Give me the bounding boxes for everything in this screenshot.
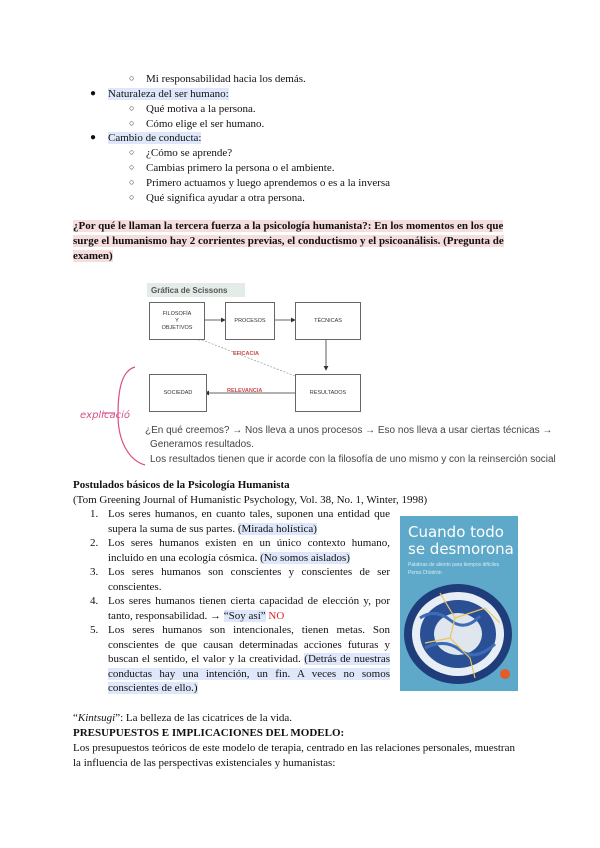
item-text: Los seres humanos, en cuanto tales, suponen una entidad que supera la suma de sus partes. <box>108 508 390 535</box>
processes-box: PROCESOS <box>225 302 275 340</box>
circle-bullet-icon: ○ <box>129 177 135 187</box>
list-item <box>108 536 390 565</box>
circle-bullet-icon: ○ <box>129 118 135 128</box>
item-note: “Soy así” <box>223 609 266 622</box>
diagram-note: ¿En qué creemos? → Nos lleva a unos procesos → Eso nos lleva a usar ciertas técnicas → <box>145 425 553 436</box>
paragraph-line: la influencia de las perspectivas existenciales y humanistas: <box>73 757 336 769</box>
section-title: PRESUPUESTOS E IMPLICACIONES DEL MODELO: <box>73 727 345 739</box>
paragraph-line: Los presupuestos teóricos de este modelo de terapia, centrado en las relaciones personales, muestran <box>73 742 515 754</box>
bullet-icon: ● <box>90 88 97 99</box>
item-text: Los seres humanos son intencionales, tienen metas. Son conscientes de que causan determinadas acciones futuras y buscan el sentido, el valor y la creatividad. <box>108 624 390 665</box>
exam-question: examen) <box>73 250 113 262</box>
item-note: (No somos aislados) <box>260 551 350 564</box>
circle-bullet-icon: ○ <box>129 73 135 83</box>
kintsugi-line: “Kintsugi”: La belleza de las cicatrices de la vida. <box>73 712 293 724</box>
list-item: Cómo elige el ser humano. <box>146 118 265 130</box>
list-item <box>108 594 390 623</box>
item-text: Los seres humanos existen en un único contexto humano, incluido en una ecología cósmica. <box>108 537 390 564</box>
list-item: ¿Cómo se aprende? <box>146 147 233 159</box>
results-box: RESULTADOS <box>295 374 361 412</box>
circle-bullet-icon: ○ <box>129 147 135 157</box>
diagram-note: Generamos resultados. <box>150 439 254 450</box>
relevance-label: RELEVANCIA <box>227 388 263 394</box>
philosophy-box: FILOSOFÍA Y OBJETIVOS <box>149 302 205 340</box>
item-number: 3. <box>90 566 99 578</box>
item-text: Los seres humanos son conscientes y conscientes de ser conscientes. <box>108 566 390 593</box>
list-item <box>108 565 390 594</box>
item-text: Los seres humanos tienen cierta capacidad de elección y, por tanto, responsabilidad. → <box>108 595 390 622</box>
publisher-logo-icon <box>500 669 510 679</box>
circle-bullet-icon: ○ <box>129 103 135 113</box>
book-cover-image <box>400 516 518 691</box>
book-title-line: se desmorona <box>408 540 514 558</box>
item-number: 4. <box>90 595 99 607</box>
circle-bullet-icon: ○ <box>129 162 135 172</box>
book-subtitle: Palabras de aliento para tiempos difíciles <box>408 562 500 568</box>
diagram-title: Gráfica de Scissons <box>147 283 245 297</box>
kintsugi-word: Kintsugi <box>77 712 116 724</box>
item-number: 2. <box>90 537 99 549</box>
kintsugi-text: : La belleza de las cicatrices de la vida. <box>120 712 293 724</box>
section-title: Postulados básicos de la Psicología Humanista <box>73 479 290 491</box>
book-title-line: Cuando todo <box>408 523 504 541</box>
item-note: (Detrás de nuestras conductas hay una intención, un fin. A veces no somos conscientes de ello.) <box>108 653 390 694</box>
book-author: Pema Chödrön <box>408 570 442 576</box>
circle-bullet-icon: ○ <box>129 192 135 202</box>
exam-question: ¿Por qué le llaman la tercera fuerza a la psicología humanista?: En los momentos en los que <box>73 220 504 232</box>
handwritten-note: explicació <box>80 410 130 421</box>
list-item <box>108 507 390 536</box>
list-item: Qué motiva a la persona. <box>146 103 256 115</box>
bullet-icon: ● <box>90 132 97 143</box>
citation: (Tom Greening Journal of Humanistic Psychology, Vol. 38, No. 1, Winter, 1998) <box>73 494 428 506</box>
efficacy-label: EFICACIA <box>233 351 259 357</box>
society-box: SOCIEDAD <box>149 374 207 412</box>
exam-question: surge el humanismo hay 2 corrientes previas, el conductismo y el psicoanálisis. (Pregunta de <box>73 235 504 247</box>
item-number: 1. <box>90 508 99 520</box>
item-red-note: NO <box>268 609 285 622</box>
item-number: 5. <box>90 624 99 636</box>
list-item: Mi responsabilidad hacia los demás. <box>146 73 306 85</box>
item-note: (Mirada holística) <box>237 522 317 535</box>
list-item <box>108 623 390 696</box>
list-item: Cambias primero la persona o el ambiente. <box>146 162 335 174</box>
list-item: Naturaleza del ser humano: <box>108 88 229 100</box>
book-title <box>408 524 514 558</box>
list-item: Qué significa ayudar a otra persona. <box>146 192 305 204</box>
list-item: Cambio de conducta: <box>108 132 202 144</box>
list-item: Primero actuamos y luego aprendemos o es a la inversa <box>146 177 391 189</box>
techniques-box: TÉCNICAS <box>295 302 361 340</box>
diagram-note: Los resultados tienen que ir acorde con la filosofía de uno mismo y con la reinserción social <box>150 454 556 465</box>
